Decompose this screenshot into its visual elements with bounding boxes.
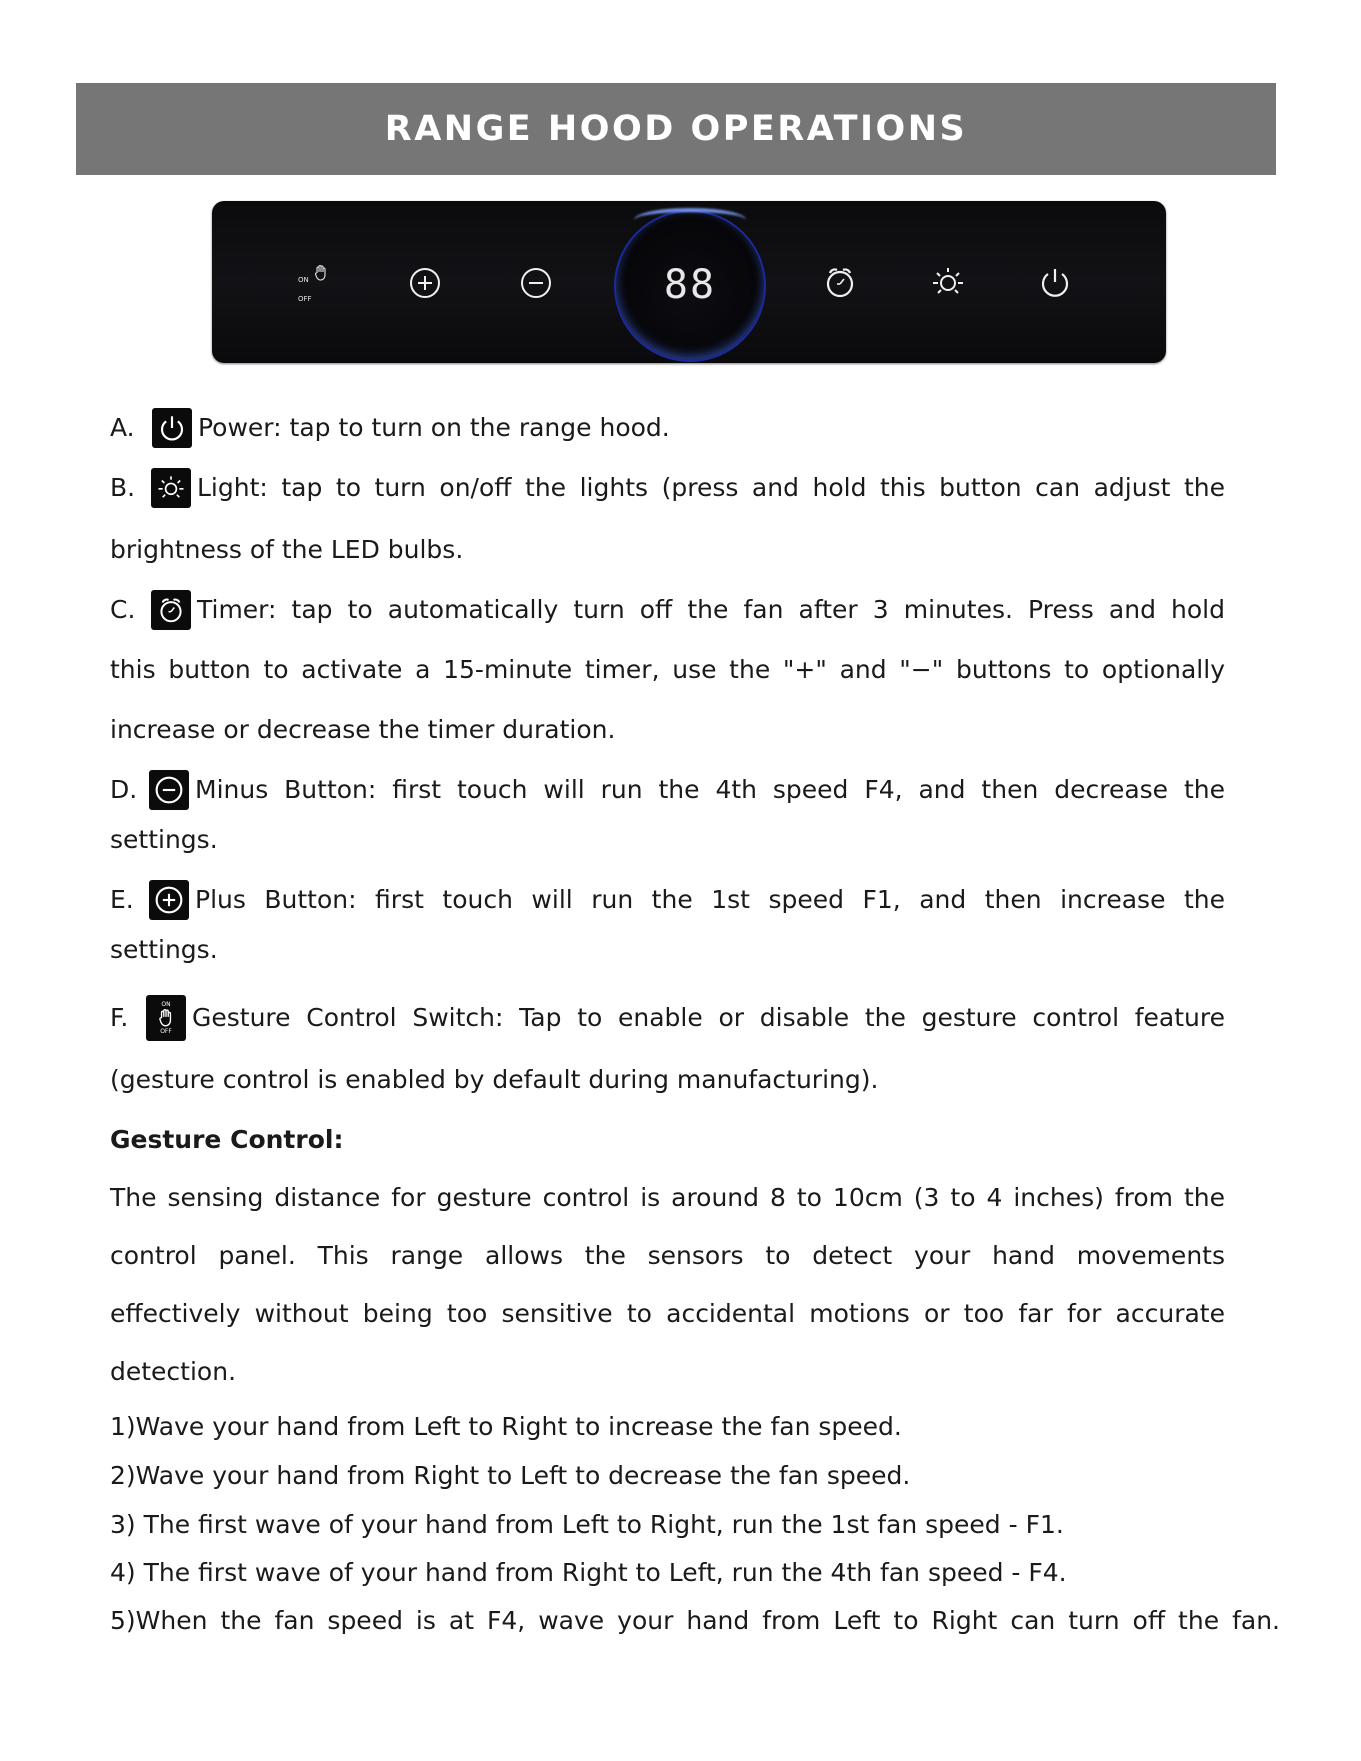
item-text-continued: increase or decrease the timer duration. — [110, 715, 616, 744]
panel-light-icon — [930, 264, 968, 302]
item-text: Power: tap to turn on the range hood. — [198, 413, 670, 442]
panel-gesture-off-label: OFF — [298, 295, 312, 303]
item-minus — [110, 770, 1225, 810]
item-plus — [110, 880, 1225, 920]
power-icon — [152, 408, 192, 448]
section-heading: Gesture Control: — [110, 1125, 344, 1154]
item-text-continued: (gesture control is enabled by default during manufacturing). — [110, 1065, 879, 1094]
item-letter: C. — [110, 595, 136, 624]
item-text: Timer: tap to automatically turn off the fan after 3 minutes. Press and hold — [197, 595, 1225, 624]
item-text: Plus Button: first touch will run the 1st speed F1, and then increase the — [195, 885, 1225, 914]
list-item: 2)Wave your hand from Right to Left to decrease the fan speed. — [110, 1461, 911, 1490]
item-light — [110, 468, 1225, 508]
paragraph-line: effectively without being too sensitive to accidental motions or too far for accurate — [110, 1299, 1225, 1328]
item-letter: D. — [110, 775, 138, 804]
item-letter: F. — [110, 1003, 129, 1032]
gesture-on-label: ON — [161, 1001, 171, 1008]
hand-icon — [314, 264, 328, 282]
page-title: RANGE HOOD OPERATIONS — [384, 109, 968, 149]
panel-display-digits: 88 — [663, 262, 717, 308]
paragraph-line: detection. — [110, 1357, 237, 1386]
panel-minus-icon — [519, 266, 555, 302]
panel-timer-icon — [822, 264, 860, 302]
hand-icon — [158, 1008, 174, 1028]
item-power — [110, 408, 1225, 448]
item-letter: B. — [110, 473, 136, 502]
item-gesture-switch — [110, 995, 1225, 1041]
plus-icon — [149, 880, 189, 920]
gesture-switch-icon — [146, 995, 186, 1041]
item-text-continued: settings. — [110, 825, 218, 854]
paragraph-line: The sensing distance for gesture control is around 8 to 10cm (3 to 4 inches) from the — [110, 1183, 1225, 1212]
item-timer — [110, 590, 1225, 630]
item-text-continued: settings. — [110, 935, 218, 964]
panel-gesture-switch-icon — [298, 264, 342, 304]
item-text-continued: brightness of the LED bulbs. — [110, 535, 464, 564]
panel-plus-icon — [408, 266, 444, 302]
list-item: 5)When the fan speed is at F4, wave your hand from Left to Right can turn off the fan. — [110, 1606, 1280, 1635]
item-text: Gesture Control Switch: Tap to enable or disable the gesture control feature — [192, 1003, 1225, 1032]
panel-gesture-on-label: ON — [298, 276, 309, 284]
panel-power-icon — [1037, 264, 1075, 302]
item-letter: A. — [110, 413, 135, 442]
timer-icon — [151, 590, 191, 630]
section-header-banner — [76, 83, 1276, 175]
minus-icon — [149, 770, 189, 810]
list-item: 4) The first wave of your hand from Right to Left, run the 4th fan speed - F4. — [110, 1558, 1067, 1587]
item-text: Light: tap to turn on/off the lights (press and hold this button can adjust the — [197, 473, 1225, 502]
paragraph-line: control panel. This range allows the sensors to detect your hand movements — [110, 1241, 1225, 1270]
item-letter: E. — [110, 885, 134, 914]
item-text: Minus Button: first touch will run the 4th speed F4, and then decrease the — [195, 775, 1225, 804]
gesture-off-label: OFF — [160, 1028, 172, 1035]
light-icon — [151, 468, 191, 508]
list-item: 1)Wave your hand from Left to Right to increase the fan speed. — [110, 1412, 902, 1441]
list-item: 3) The first wave of your hand from Left to Right, run the 1st fan speed - F1. — [110, 1510, 1064, 1539]
item-text-continued: this button to activate a 15-minute timer, use the "+" and "−" buttons to optionally — [110, 655, 1225, 684]
